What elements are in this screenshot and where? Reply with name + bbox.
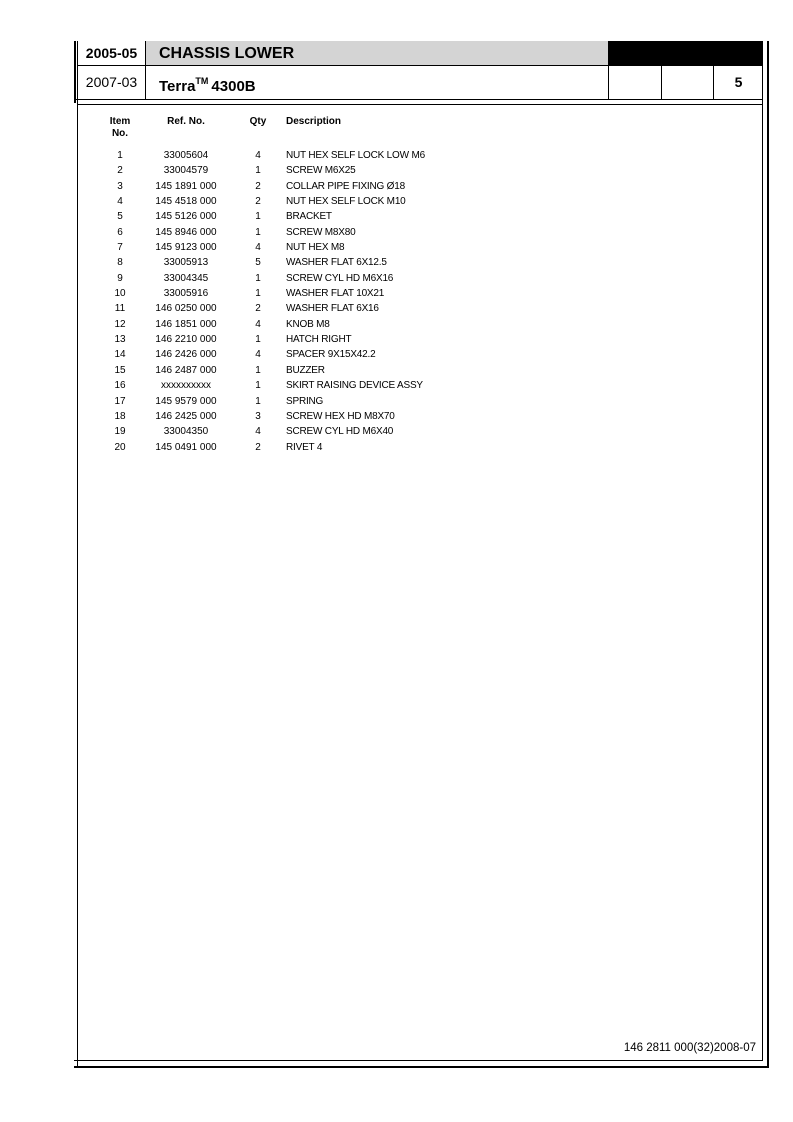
ref-number: 146 2487 000 — [155, 364, 217, 376]
quantity: 2 — [255, 196, 261, 208]
section-title: CHASSIS LOWER — [146, 41, 608, 65]
item-number: 17 — [114, 395, 126, 407]
description: KNOB M8 — [286, 318, 330, 330]
item-number: 16 — [114, 380, 126, 392]
revision-date-code: 2007-03 — [78, 65, 146, 99]
quantity: 1 — [255, 380, 261, 392]
table-row — [0, 332, 793, 347]
description: BUZZER — [286, 364, 325, 376]
item-number: 9 — [117, 272, 123, 284]
description: WASHER FLAT 6X16 — [286, 303, 379, 315]
parts-list — [0, 148, 793, 455]
ref-number: 146 0250 000 — [155, 303, 217, 315]
item-number: 19 — [114, 426, 126, 438]
ref-number: 145 0491 000 — [155, 441, 217, 453]
header-divider — [74, 99, 763, 100]
quantity: 1 — [255, 211, 261, 223]
table-row — [0, 409, 793, 424]
ref-number: 33004350 — [163, 426, 209, 438]
table-row — [0, 225, 793, 240]
table-row — [0, 209, 793, 224]
description: NUT HEX SELF LOCK LOW M6 — [286, 150, 425, 161]
quantity: 1 — [255, 165, 261, 177]
item-number: 10 — [114, 288, 126, 300]
ref-number: 145 5126 000 — [155, 211, 217, 223]
table-row — [0, 179, 793, 194]
table-row — [0, 301, 793, 316]
table-row — [0, 347, 793, 362]
table-row — [0, 194, 793, 209]
description: NUT HEX SELF LOCK M10 — [286, 196, 406, 208]
quantity: 2 — [255, 303, 261, 315]
quantity: 4 — [255, 150, 261, 161]
item-number: 18 — [114, 410, 126, 422]
description: SPRING — [286, 395, 324, 407]
quantity: 1 — [255, 288, 261, 300]
ref-number: 145 1891 000 — [155, 180, 217, 192]
frame-bottom-border — [74, 1060, 763, 1061]
model-name — [146, 65, 608, 99]
header-black-bar — [608, 41, 763, 65]
header-box-1 — [608, 65, 661, 99]
table-row — [0, 394, 793, 409]
table-row — [0, 424, 793, 439]
table-row — [0, 163, 793, 178]
quantity: 2 — [255, 180, 261, 192]
ref-number: 33004579 — [163, 165, 209, 177]
header-box-2 — [661, 65, 713, 99]
quantity: 2 — [255, 441, 261, 453]
item-number: 12 — [114, 318, 126, 330]
description: RIVET 4 — [286, 441, 323, 453]
quantity: 1 — [255, 334, 261, 346]
quantity: 1 — [255, 364, 261, 376]
model-brand: Terra — [159, 78, 196, 95]
description: HATCH RIGHT — [286, 334, 352, 346]
ref-number: 145 8946 000 — [155, 226, 217, 238]
description: SKIRT RAISING DEVICE ASSY — [286, 380, 423, 392]
table-row — [0, 148, 793, 163]
description: NUT HEX M8 — [286, 242, 345, 254]
quantity: 4 — [255, 318, 261, 330]
quantity: 3 — [255, 410, 261, 422]
quantity: 4 — [255, 349, 261, 361]
item-number: 20 — [114, 441, 126, 453]
ref-number: 146 2426 000 — [155, 349, 217, 361]
ref-number: 146 2210 000 — [155, 334, 217, 346]
quantity: 4 — [255, 242, 261, 254]
page-number: 5 — [713, 65, 763, 99]
description: SCREW M6X25 — [286, 165, 356, 177]
trademark-mark: TM — [195, 76, 209, 86]
ref-number: 33005913 — [163, 257, 209, 269]
table-row — [0, 255, 793, 270]
item-number: 11 — [114, 303, 126, 315]
column-header-qty: Qty — [249, 116, 267, 127]
table-row — [0, 240, 793, 255]
column-header-item-line1: Item — [109, 116, 131, 127]
item-number: 6 — [117, 226, 123, 238]
ref-number: 146 2425 000 — [155, 410, 217, 422]
ref-number: 33005916 — [163, 288, 209, 300]
description: SPACER 9X15X42.2 — [286, 349, 376, 361]
ref-number: 33004345 — [163, 272, 209, 284]
item-number: 8 — [117, 257, 123, 269]
description: SCREW HEX HD M8X70 — [286, 410, 395, 422]
item-number: 5 — [117, 211, 123, 223]
item-number: 13 — [114, 334, 126, 346]
description: WASHER FLAT 10X21 — [286, 288, 385, 300]
quantity: 5 — [255, 257, 261, 269]
content-top-border — [78, 104, 763, 105]
table-row — [0, 440, 793, 455]
column-header-item-line2: No. — [111, 128, 129, 139]
description: COLLAR PIPE FIXING Ø18 — [286, 180, 405, 192]
model-number: 4300B — [211, 78, 256, 95]
column-header-description: Description — [286, 116, 342, 127]
quantity: 1 — [255, 272, 261, 284]
item-number: 2 — [117, 165, 123, 177]
item-number: 3 — [117, 180, 123, 192]
item-number: 4 — [117, 196, 123, 208]
table-row — [0, 271, 793, 286]
document-code: 146 2811 000(32)2008-07 — [623, 1042, 756, 1054]
ref-number: 145 9579 000 — [155, 395, 217, 407]
quantity: 4 — [255, 426, 261, 438]
ref-number: xxxxxxxxxx — [161, 380, 211, 392]
table-row — [0, 378, 793, 393]
item-number: 15 — [114, 364, 126, 376]
ref-number: 33005604 — [163, 150, 209, 161]
description: BRACKET — [286, 211, 332, 223]
description: SCREW CYL HD M6X16 — [286, 272, 394, 284]
description: WASHER FLAT 6X12.5 — [286, 257, 387, 269]
column-header-ref: Ref. No. — [167, 116, 205, 127]
item-number: 1 — [117, 150, 123, 161]
table-row — [0, 363, 793, 378]
ref-number: 145 9123 000 — [155, 242, 217, 254]
page-header — [78, 41, 763, 99]
quantity: 1 — [255, 226, 261, 238]
description: SCREW M8X80 — [286, 226, 356, 238]
description: SCREW CYL HD M6X40 — [286, 426, 394, 438]
issue-date-code: 2005-05 — [78, 41, 146, 65]
frame-bottom-border-thick — [74, 1066, 769, 1068]
frame-left-outer-border — [74, 41, 76, 103]
ref-number: 146 1851 000 — [155, 318, 217, 330]
table-row — [0, 317, 793, 332]
table-row — [0, 286, 793, 301]
ref-number: 145 4518 000 — [155, 196, 217, 208]
item-number: 7 — [117, 242, 123, 254]
quantity: 1 — [255, 395, 261, 407]
column-header-item — [104, 116, 136, 140]
item-number: 14 — [114, 349, 126, 361]
